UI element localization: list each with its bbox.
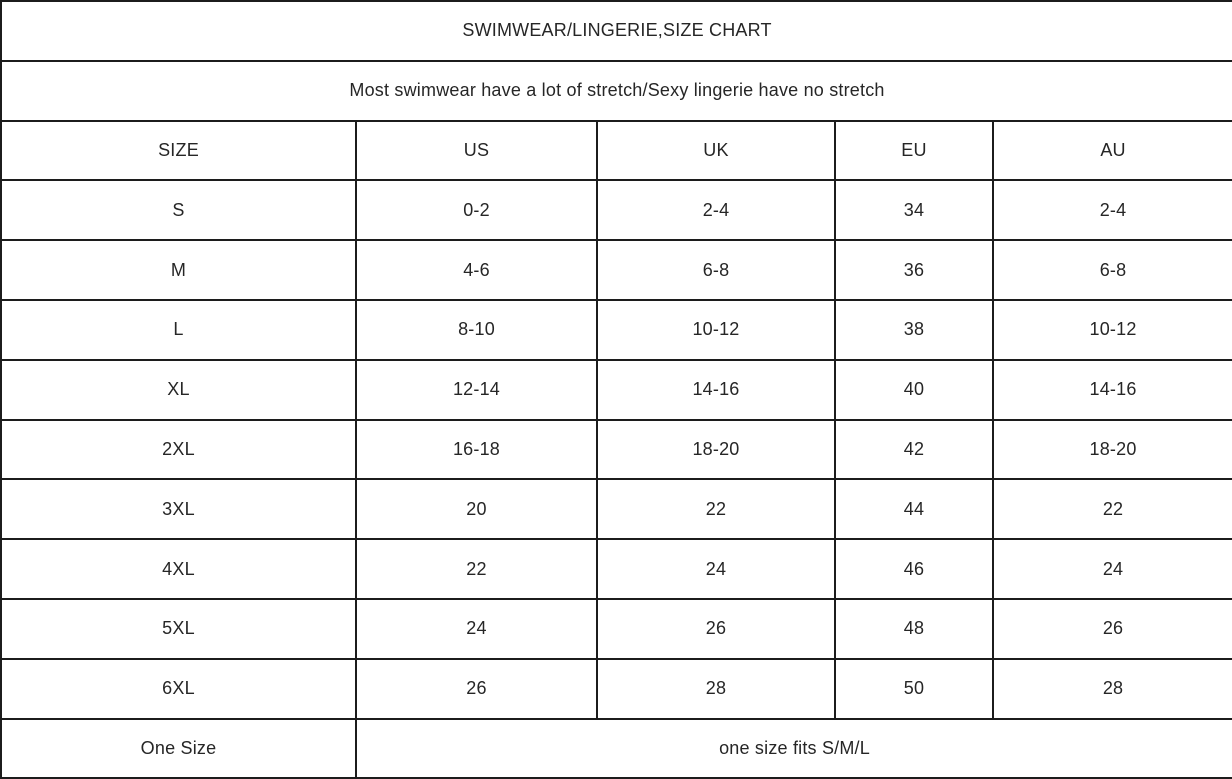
size-cell: M — [1, 240, 356, 300]
size-cell: 3XL — [1, 479, 356, 539]
value-cell: 22 — [597, 479, 835, 539]
value-cell: 38 — [835, 300, 993, 360]
value-cell: 22 — [356, 539, 597, 599]
value-cell: 36 — [835, 240, 993, 300]
value-cell: 26 — [356, 659, 597, 719]
value-cell: 26 — [993, 599, 1232, 659]
value-cell: 22 — [993, 479, 1232, 539]
value-cell: 18-20 — [597, 420, 835, 480]
value-cell: 26 — [597, 599, 835, 659]
value-cell: 18-20 — [993, 420, 1232, 480]
column-header-au: AU — [993, 121, 1232, 181]
value-cell: 0-2 — [356, 180, 597, 240]
column-header-size: SIZE — [1, 121, 356, 181]
table-row — [1, 300, 1232, 360]
value-cell: 46 — [835, 539, 993, 599]
value-cell: 4-6 — [356, 240, 597, 300]
value-cell: 24 — [597, 539, 835, 599]
value-cell: 42 — [835, 420, 993, 480]
one-size-row — [1, 719, 1232, 779]
value-cell: 2-4 — [597, 180, 835, 240]
size-cell: S — [1, 180, 356, 240]
value-cell: 12-14 — [356, 360, 597, 420]
header-row — [1, 121, 1232, 181]
table-row — [1, 240, 1232, 300]
value-cell: 10-12 — [993, 300, 1232, 360]
size-cell: XL — [1, 360, 356, 420]
chart-subtitle: Most swimwear have a lot of stretch/Sexy lingerie have no stretch — [1, 61, 1232, 121]
one-size-label: One Size — [1, 719, 356, 779]
value-cell: 24 — [356, 599, 597, 659]
one-size-note: one size fits S/M/L — [356, 719, 1232, 779]
value-cell: 16-18 — [356, 420, 597, 480]
value-cell: 44 — [835, 479, 993, 539]
value-cell: 20 — [356, 479, 597, 539]
size-cell: 5XL — [1, 599, 356, 659]
value-cell: 40 — [835, 360, 993, 420]
value-cell: 6-8 — [993, 240, 1232, 300]
chart-title: SWIMWEAR/LINGERIE,SIZE CHART — [1, 1, 1232, 61]
value-cell: 50 — [835, 659, 993, 719]
table-row — [1, 479, 1232, 539]
value-cell: 2-4 — [993, 180, 1232, 240]
size-cell: L — [1, 300, 356, 360]
size-cell: 4XL — [1, 539, 356, 599]
value-cell: 14-16 — [993, 360, 1232, 420]
table-row — [1, 420, 1232, 480]
title-row — [1, 1, 1232, 61]
value-cell: 48 — [835, 599, 993, 659]
value-cell: 28 — [993, 659, 1232, 719]
value-cell: 6-8 — [597, 240, 835, 300]
table-row — [1, 360, 1232, 420]
column-header-eu: EU — [835, 121, 993, 181]
value-cell: 14-16 — [597, 360, 835, 420]
column-header-us: US — [356, 121, 597, 181]
size-cell: 2XL — [1, 420, 356, 480]
value-cell: 24 — [993, 539, 1232, 599]
size-cell: 6XL — [1, 659, 356, 719]
table-row — [1, 599, 1232, 659]
value-cell: 28 — [597, 659, 835, 719]
table-row — [1, 659, 1232, 719]
subtitle-row — [1, 61, 1232, 121]
value-cell: 34 — [835, 180, 993, 240]
table-row — [1, 180, 1232, 240]
value-cell: 8-10 — [356, 300, 597, 360]
value-cell: 10-12 — [597, 300, 835, 360]
table-row — [1, 539, 1232, 599]
column-header-uk: UK — [597, 121, 835, 181]
